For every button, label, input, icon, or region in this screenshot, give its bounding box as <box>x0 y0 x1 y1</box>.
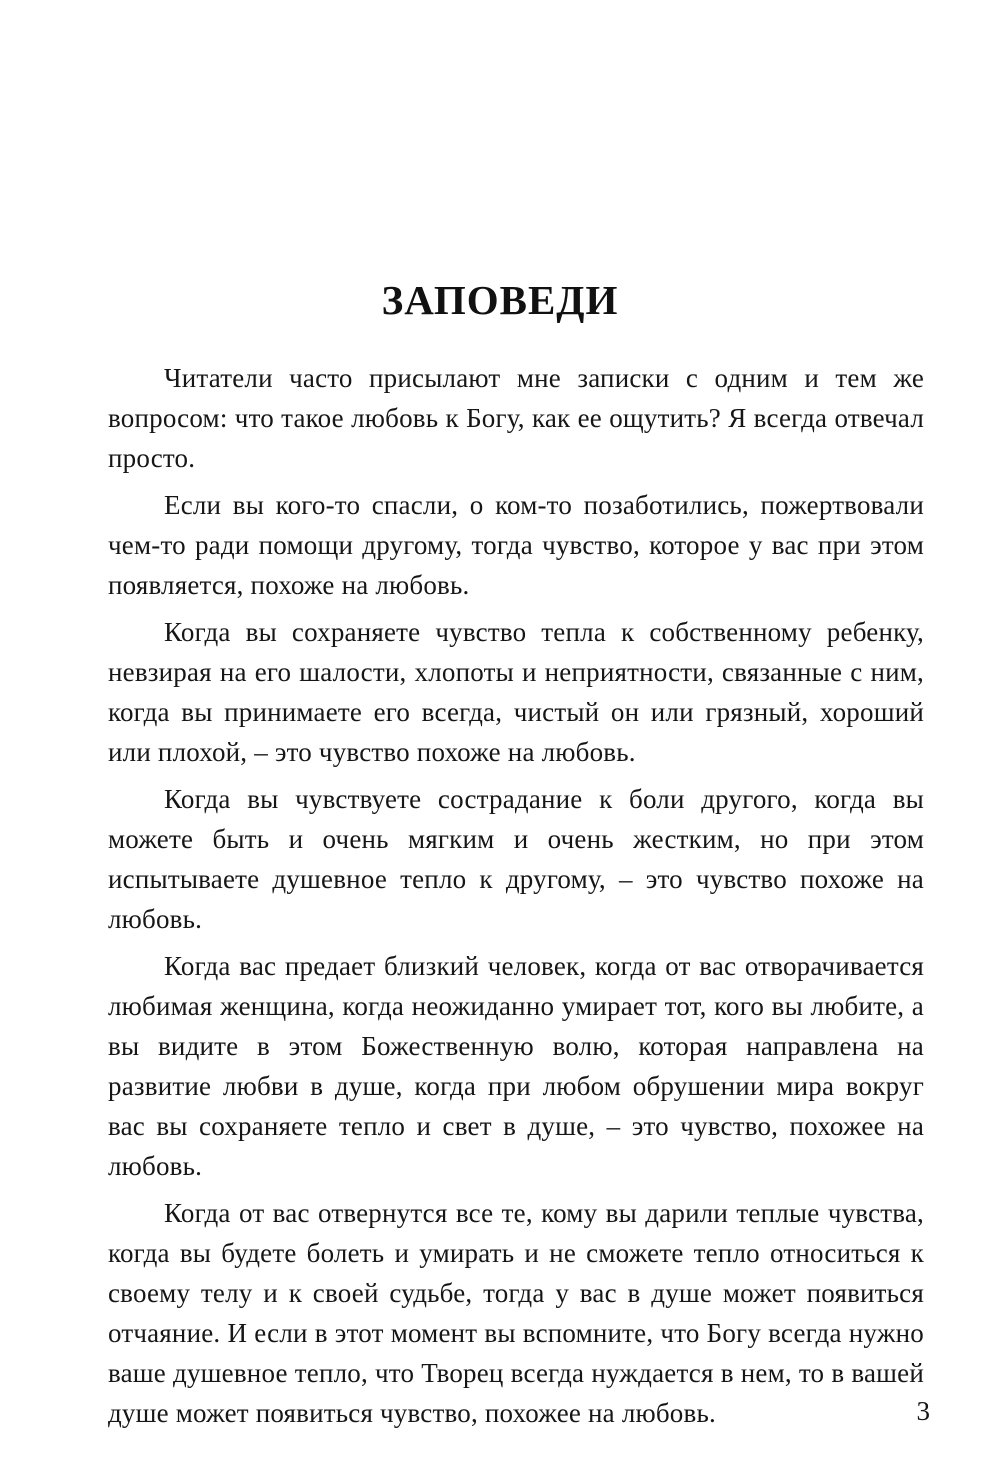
paragraph: Если вы кого-то спасли, о ком-то позаботились, пожертвовали чем-то ради помощи другому, тогда чувство, которое у вас при этом появляется, похоже на любовь. <box>108 490 924 600</box>
paragraph: Когда вас предает близкий человек, когда от вас отворачивается любимая женщина, когда неожиданно умирает тот, кого вы любите, а вы видите в этом Божественную волю, которая направлена на развитие любви в душе, когда при любом обрушении мира вокруг вас вы сохраняете тепло и свет в душе, – это чувство, похожее на любовь. <box>108 951 924 1181</box>
paragraph: Когда вы сохраняете чувство тепла к собственному ребенку, невзирая на его шалости, хлопоты и неприятности, связанные с ним, когда вы принимаете его всегда, чистый он или грязный, хороший или плохой, – это чувство похоже на любовь. <box>108 617 924 767</box>
chapter-title: ЗАПОВЕДИ <box>381 277 619 323</box>
paragraph: Читатели часто присылают мне записки с одним и тем же вопросом: что такое любовь к Богу, как ее ощутить? Я всегда отвечал просто. <box>108 363 924 473</box>
page-number: 3 <box>916 1396 930 1426</box>
paragraph: Когда вы чувствуете сострадание к боли другого, когда вы можете быть и очень мягким и очень жестким, но при этом испытываете душевное тепло к другому, – это чувство похоже на любовь. <box>108 784 924 934</box>
paragraph: Когда от вас отвернутся все те, кому вы дарили теплые чувства, когда вы будете болеть и умирать и не сможете тепло относиться к своему телу и к своей судьбе, тогда у вас в душе может появиться отчаяние. И если в этот момент вы вспомните, что Богу всегда нужно ваше душевное тепло, что Творец всегда нуждается в нем, то в вашей душе может появиться чувство, похожее на любовь. <box>108 1198 924 1428</box>
chapter-body <box>108 358 924 1440</box>
